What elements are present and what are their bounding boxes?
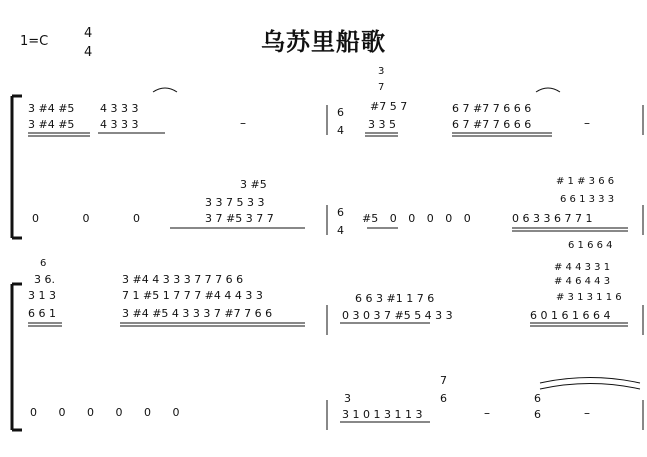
notes-m2-mid: #7 5 7	[370, 100, 408, 113]
system2-bracket	[12, 284, 22, 430]
notes-right: # 3 1 3 1 1 6	[556, 292, 622, 303]
notes-m2-top: 6 6 3 #1 1 7 6	[355, 292, 435, 305]
note-top: 3	[344, 392, 351, 405]
notes-m1-top: 3 #4 4 3 3 3 7 7 7 6 6	[122, 273, 244, 286]
notes-low: 3 7 #5 3 7 7	[205, 212, 274, 225]
notes-m2-low: 3 1 0 1 3 1 1 3	[342, 408, 423, 421]
note-high: 7	[378, 82, 385, 93]
notes-chord-low: 3 1 3	[28, 289, 56, 302]
notes-m1-bottom: 3 #4 #5	[28, 118, 75, 131]
note-high: 7	[440, 374, 447, 387]
notes-right-mid: 6 6 1 3 3 3	[560, 194, 615, 205]
sustain-dash: –	[484, 406, 490, 420]
notes-m1-low: 3 #4 #5 4 3 3 3 7 #7 7 6 6	[122, 307, 273, 320]
notes-mid: 3 3 7 5 3 3	[205, 196, 265, 209]
note-high: 3	[378, 66, 385, 77]
notes-m2-low: 0 3 0 3 7 #5 5 4 3 3	[342, 309, 453, 322]
notes-top: 3 #5	[240, 178, 267, 191]
notes-right-low: 0 6 3 3 6 7 7 1	[512, 212, 593, 225]
time-signature-top: 6	[337, 106, 344, 119]
rest-zeros: 0 0 0 0 0 0	[30, 406, 180, 419]
notes-m1-rest-low: 4 3 3 3	[100, 118, 139, 131]
notes-right-low: 6 0 1 6 1 6 6 4	[530, 309, 611, 322]
slur	[153, 88, 177, 92]
time-signature-top: 6	[337, 206, 344, 219]
notes-chord-base: 6 6 1	[28, 307, 56, 320]
notes-m2-low: 3 3 5	[368, 118, 396, 131]
sustain-dash: –	[584, 116, 590, 130]
key-signature: 1=C	[20, 34, 49, 49]
notes-right-bottom: 6 1 6 6 4	[568, 240, 613, 251]
chord-low: 6	[534, 408, 541, 421]
notes-m2-a-top: 6 7 #7 7 6 6 6	[452, 102, 532, 115]
notes-m1-mid: 7 1 #5 1 7 7 7 #4 4 4 3 3	[122, 289, 263, 302]
rest-zeros: 0 0 0	[32, 212, 140, 225]
note-high: 6	[40, 258, 47, 269]
time-signature-bottom: 4	[84, 45, 93, 60]
notes-right: # 4 4 3 3 1	[554, 262, 611, 273]
slur	[540, 384, 640, 390]
slur	[540, 378, 640, 384]
notes-m1-rest: 4 3 3 3	[100, 102, 139, 115]
chord-top: 6	[534, 392, 541, 405]
notes-m1-top: 3 #4 #5	[28, 102, 75, 115]
system1-bracket	[12, 96, 22, 238]
time-signature-bottom: 4	[337, 124, 344, 137]
notes-right: # 4 6 4 4 3	[554, 276, 611, 287]
time-signature-top: 4	[84, 26, 93, 41]
page-title: 乌苏里船歌	[261, 27, 386, 56]
notes-m2: #5 0 0 0 0 0	[362, 212, 471, 225]
notes-chord-mid: 3 6.	[34, 273, 55, 286]
note-high: 6	[440, 392, 447, 405]
sustain-dash: –	[240, 116, 246, 130]
sustain-dash: –	[584, 406, 590, 420]
slur	[536, 88, 560, 92]
time-signature-bottom: 4	[337, 224, 344, 237]
notes-m2-a-low: 6 7 #7 7 6 6 6	[452, 118, 532, 131]
notes-right-top: # 1 # 3 6 6	[556, 176, 615, 187]
